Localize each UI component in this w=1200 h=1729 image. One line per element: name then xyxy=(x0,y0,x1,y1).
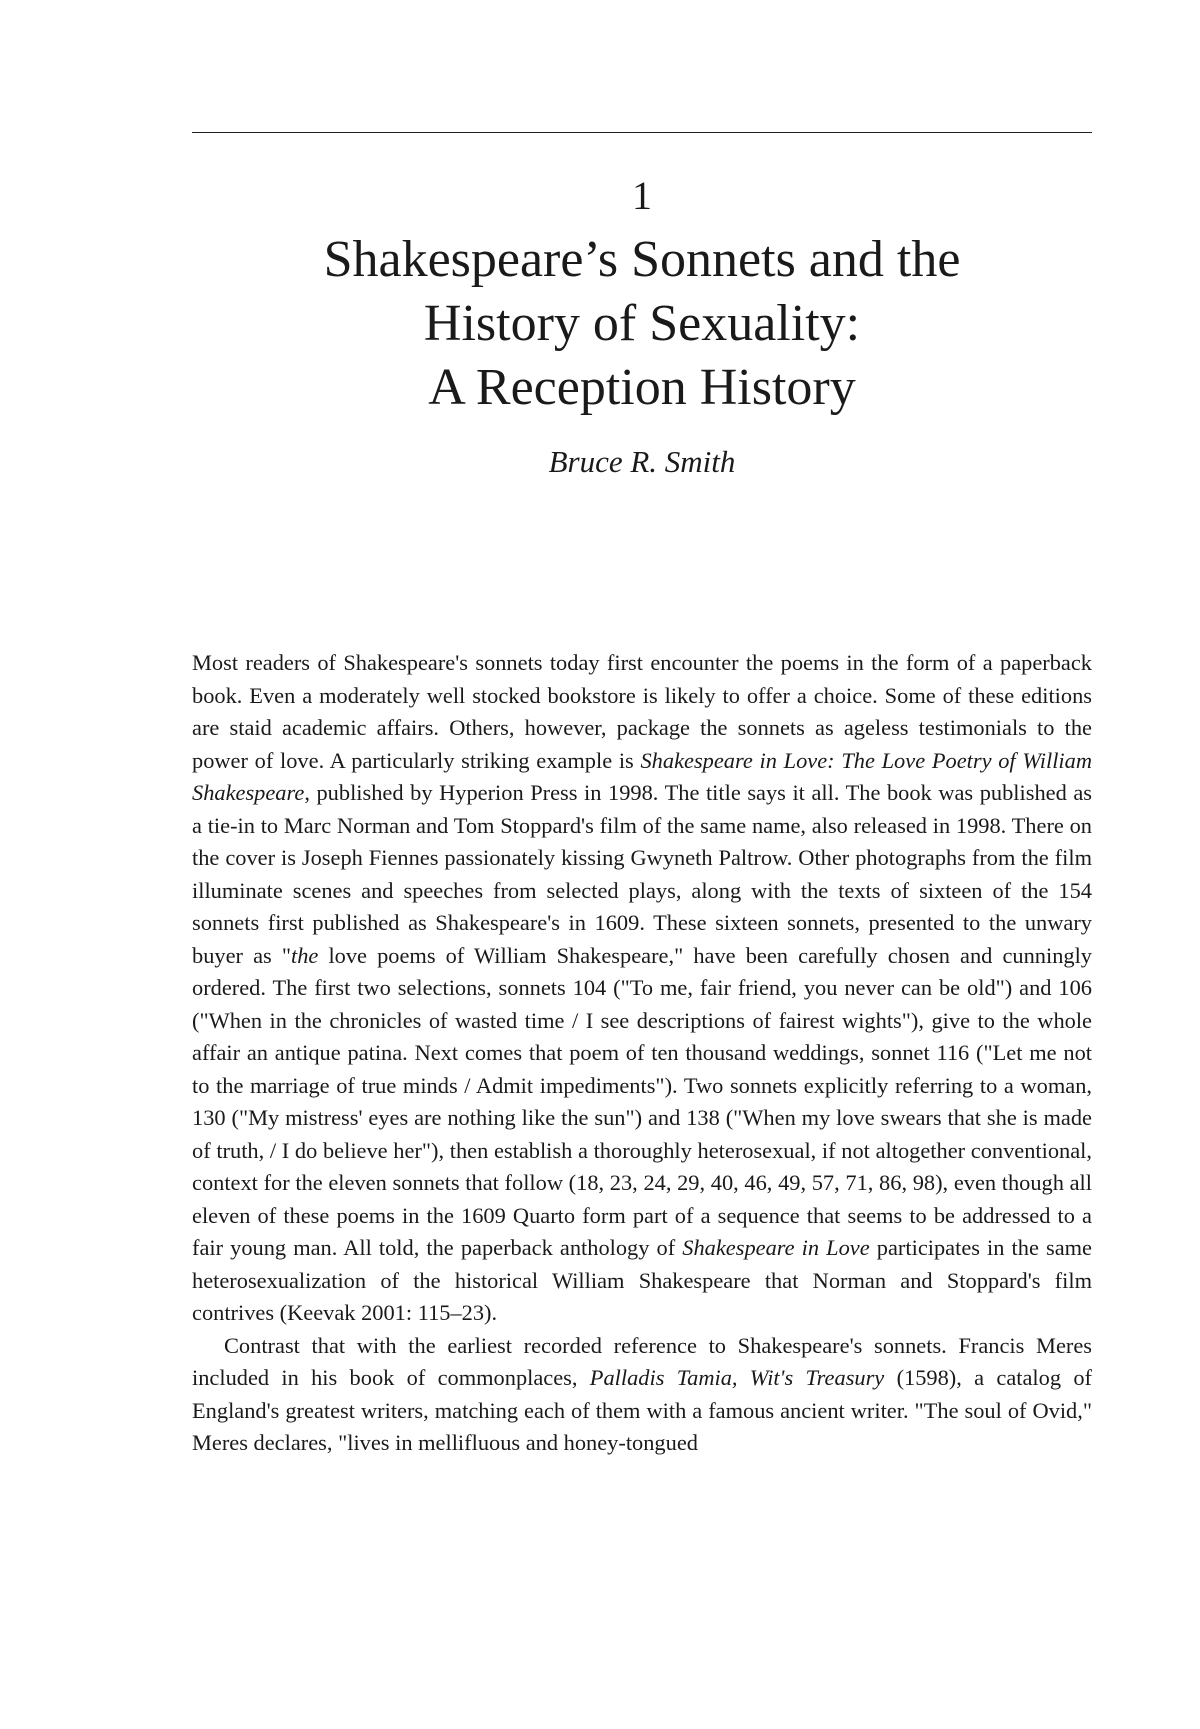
chapter-title-line-1: Shakespeare’s Sonnets and the xyxy=(323,231,961,288)
paragraph-1-part-g: participates in the same heterosexualization of the historical William Shakespeare that Norman and Stoppard's film contrives (Keevak 2001: 115–23). xyxy=(192,1235,1092,1325)
paragraph-2-part-c: (1598), a catalog of England's greatest writers, matching each of them with a famous ancient writer. "The soul of Ovid," Meres declares, "lives in mellifluous and honey-tongued xyxy=(192,1365,1092,1455)
paragraph-2-part-a: Contrast that with the earliest recorded reference to Shakespeare's sonnets. Francis Meres included in his book of commonplaces, xyxy=(192,1332,1092,1390)
book-title-shakespeare-in-love: Shakespeare in Love xyxy=(682,1235,870,1260)
paragraph-1-part-e: love poems of William Shakespeare," have been carefully chosen and cunningly ordered. The first two selections, sonnets 104 ("To me, fair friend, you never can be old") and 106 ("When in the chronicles of wasted time / I see descriptions of fairest wights"), give to the whole affair an antique patina. Next comes that poem of ten thousand weddings, sonnet 116 ("Let me not to the marriage of true minds / Admit impediments"). Two sonnets explicitly referring to a woman, 130 ("My mistress' eyes are nothing like the sun") and 138 ("When my love swears that she is made of truth, / I do believe her"), then establish a thoroughly heterosexual, if not altogether conventional, context for the eleven sonnets that follow (18, 23, 24, 29, 40, 46, 49, 57, 71, 86, 98), even though all eleven of these poems in the 1609 Quarto form part of a sequence that seems to be addressed to a fair young man. All told, the paperback anthology of xyxy=(192,942,1092,1260)
book-title-palladis-tamia: Palladis Tamia, Wit's Treasury xyxy=(589,1365,885,1390)
paragraph-1 xyxy=(192,647,1092,1330)
chapter-title-line-2: History of Sexuality: xyxy=(423,295,861,352)
emphasis-the: the xyxy=(290,942,319,968)
chapter-title-line-3: A Reception History xyxy=(428,359,856,416)
paragraph-1-part-c: , published by Hyperion Press in 1998. The title says it all. The book was published as a tie-in to Marc Norman and Tom Stoppard's film of the same name, also released in 1998. There on the cover is Joseph Fiennes passionately kissing Gwyneth Paltrow. Other photographs from the film illuminate scenes and speeches from selected plays, along with the texts of sixteen of the 154 sonnets first published as Shakespeare's in 1609. These sixteen sonnets, presented to the unwary buyer as " xyxy=(192,780,1092,968)
top-rule xyxy=(192,132,1092,133)
body-text xyxy=(192,647,1092,1460)
author-name: Bruce R. Smith xyxy=(548,444,736,479)
book-title-shakespeare-in-love-poetry: Shakespeare in Love: The Love Poetry of William Shakespeare xyxy=(192,747,1093,805)
paragraph-1-part-a: Most readers of Shakespeare's sonnets today first encounter the poems in the form of a paperback book. Even a moderately well stocked bookstore is likely to offer a choice. Some of these editions are staid academic affairs. Others, however, package the sonnets as ageless testimonials to the power of love. A particularly striking example is xyxy=(192,650,1092,773)
chapter-number: 1 xyxy=(632,173,652,218)
chapter-title xyxy=(192,228,1092,420)
paragraph-2 xyxy=(192,1330,1092,1460)
